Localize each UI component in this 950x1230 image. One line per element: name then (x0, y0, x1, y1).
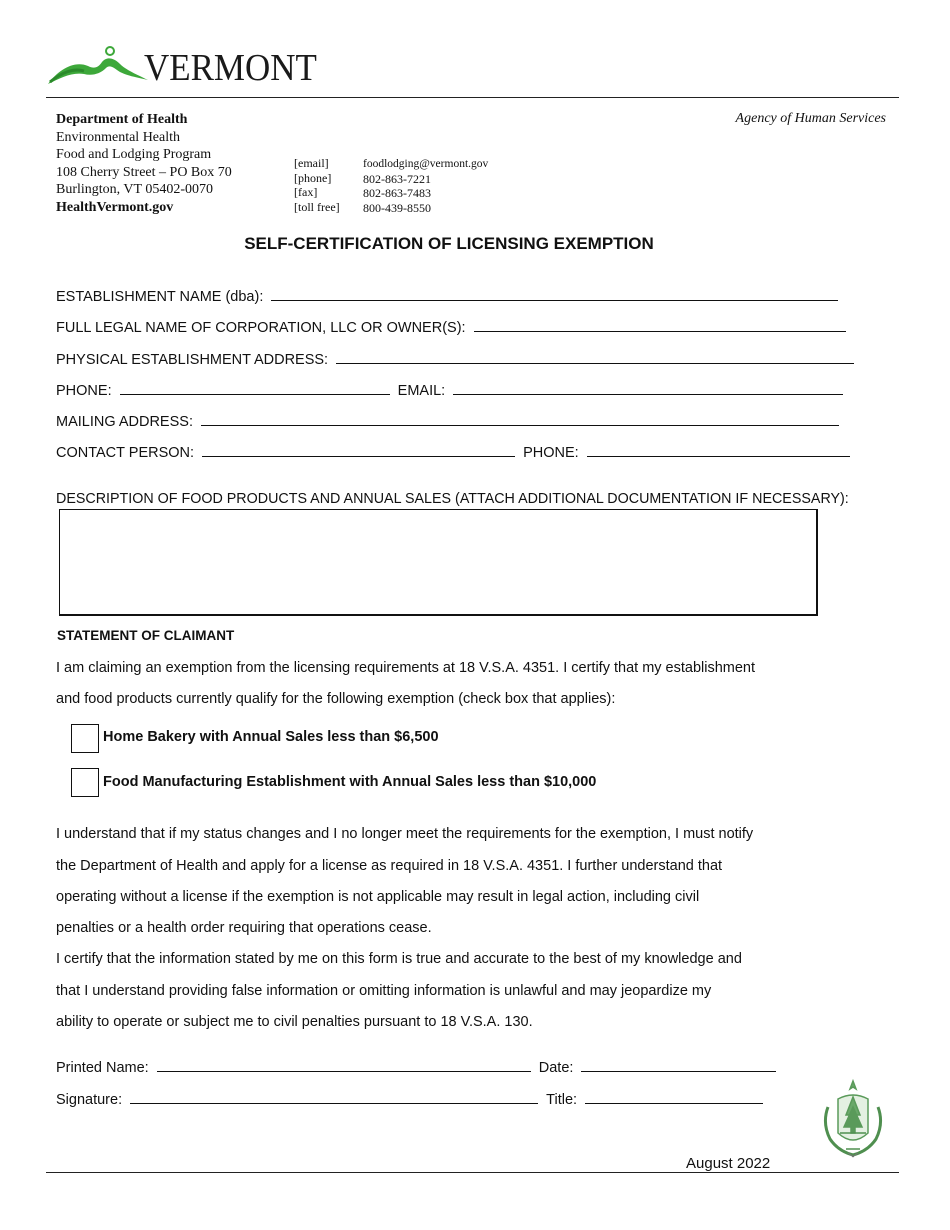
agency-name: Agency of Human Services (735, 111, 886, 126)
contact-label: [fax] (294, 185, 318, 199)
website-link[interactable]: HealthVermont.gov (56, 199, 174, 215)
printed-name-row (56, 1059, 776, 1076)
contact-labels (294, 156, 340, 214)
phone-input[interactable] (120, 382, 390, 395)
division-name: Environmental Health (56, 129, 181, 145)
phone-number: 802-863-7221 (363, 171, 431, 186)
understanding-paragraph-line: I understand that if my status changes and I no longer meet the requirements for the exemption, I must notify (56, 826, 754, 842)
certification-paragraph-line: I certify that the information stated by me on this form is true and accurate to the best of my knowledge and (56, 951, 742, 967)
understanding-paragraph-line: penalties or a health order requiring that operations cease. (56, 920, 432, 936)
mailing-address-row (56, 413, 839, 430)
program-name: Food and Lodging Program (56, 147, 212, 162)
signature-row (56, 1091, 763, 1108)
department-address (56, 111, 232, 216)
department-name: Department of Health (56, 112, 188, 127)
date-label: Date: (538, 1060, 574, 1076)
signature-input[interactable] (130, 1091, 538, 1104)
toll-free-number: 800-439-8550 (363, 200, 431, 215)
legal-name-row (56, 319, 846, 336)
email-address[interactable]: foodlodging@vermont.gov (363, 158, 489, 170)
food-manufacturing-label: Food Manufacturing Establishment with Annual Sales less than $10,000 (103, 774, 597, 790)
contact-label: [toll free] (294, 199, 340, 214)
understanding-paragraph-line: operating without a license if the exemption is not applicable may result in legal action, including civil (56, 889, 700, 905)
title-input[interactable] (585, 1091, 763, 1104)
email-input[interactable] (453, 382, 843, 395)
city-address: Burlington, VT 05402-0070 (56, 182, 213, 197)
footer-date: August 2022 (686, 1155, 771, 1172)
mountain-swoosh-icon (44, 44, 154, 90)
description-label: DESCRIPTION OF FOOD PRODUCTS AND ANNUAL SALES (ATTACH ADDITIONAL DOCUMENTATION IF NECESSARY): (56, 491, 849, 507)
printed-name-input[interactable] (157, 1059, 531, 1072)
establishment-name-input[interactable] (271, 288, 838, 301)
statement-intro-line: I am claiming an exemption from the licensing requirements at 18 V.S.A. 4351. I certify that my establishment (56, 660, 756, 676)
printed-name-label: Printed Name: (56, 1060, 149, 1076)
contact-person-label: CONTACT PERSON: (56, 445, 195, 461)
understanding-paragraph-line: the Department of Health and apply for a license as required in 18 V.S.A. 4351. I further understand that (56, 858, 723, 874)
physical-address-input[interactable] (336, 351, 854, 364)
date-input[interactable] (581, 1059, 776, 1072)
header-divider (46, 97, 899, 98)
street-address: 108 Cherry Street – PO Box 70 (56, 164, 232, 180)
mailing-address-label: MAILING ADDRESS: (56, 414, 193, 430)
contact-phone-label: PHONE: (523, 445, 579, 461)
establishment-name-label: ESTABLISHMENT NAME (dba): (56, 289, 264, 305)
description-textarea[interactable] (59, 509, 818, 616)
home-bakery-checkbox[interactable] (71, 724, 99, 753)
food-manufacturing-checkbox[interactable] (71, 768, 99, 797)
contact-label: [phone] (294, 170, 332, 185)
statement-intro-line: and food products currently qualify for the following exemption (check box that applies): (56, 691, 616, 707)
home-bakery-label: Home Bakery with Annual Sales less than $6,500 (103, 729, 439, 745)
statement-heading: STATEMENT OF CLAIMANT (57, 628, 235, 643)
logo-wordmark: VERMONT (144, 47, 317, 89)
form-title: SELF-CERTIFICATION OF LICENSING EXEMPTION (244, 234, 654, 253)
establishment-name-row (56, 288, 838, 305)
title-label: Title: (546, 1092, 578, 1108)
email-label: EMAIL: (397, 383, 446, 399)
footer-divider (46, 1172, 899, 1173)
mailing-address-input[interactable] (201, 413, 839, 426)
phone-label: PHONE: (56, 383, 112, 399)
legal-name-input[interactable] (474, 319, 846, 332)
contact-values (363, 157, 488, 215)
signature-label: Signature: (56, 1092, 123, 1108)
state-seal-icon (818, 1077, 888, 1159)
physical-address-label: PHYSICAL ESTABLISHMENT ADDRESS: (56, 352, 329, 368)
fax-number: 802-863-7483 (363, 186, 431, 200)
vermont-logo (44, 44, 324, 92)
contact-person-input[interactable] (202, 444, 515, 457)
contact-label: [email] (294, 156, 329, 170)
physical-address-row (56, 351, 854, 368)
certification-paragraph-line: that I understand providing false information or omitting information is unlawful and may jeopardize my (56, 983, 712, 999)
phone-email-row (56, 382, 843, 399)
legal-name-label: FULL LEGAL NAME OF CORPORATION, LLC OR OWNER(S): (56, 320, 466, 336)
contact-phone-input[interactable] (587, 444, 850, 457)
contact-person-row (56, 444, 850, 461)
certification-paragraph-line: ability to operate or subject me to civil penalties pursuant to 18 V.S.A. 130. (56, 1014, 533, 1030)
